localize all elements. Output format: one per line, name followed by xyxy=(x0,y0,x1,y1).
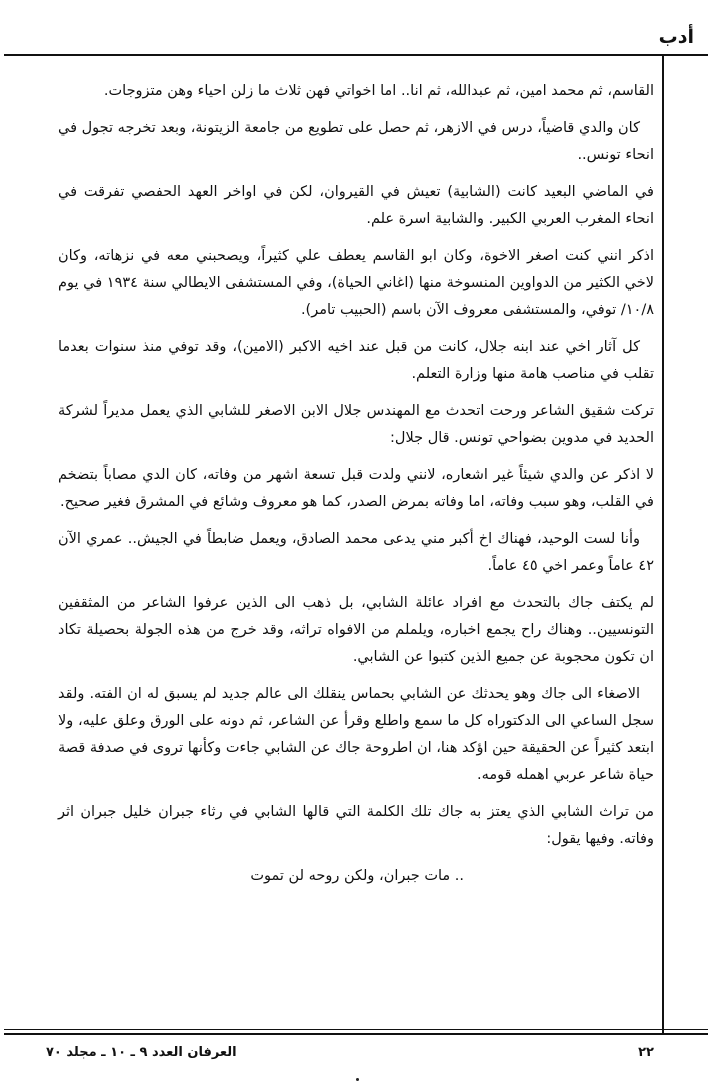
paragraph-6: تركت شقيق الشاعر ورحت اتحدث مع المهندس جلال الابن الاصغر للشابي الذي يعمل مديراً لشركة الحديد في مدوين بضواحي تونس. قال جلال: xyxy=(58,403,654,446)
side-rule xyxy=(662,54,664,1035)
journal-citation: العرفان العدد ٩ ـ ١٠ ـ مجلد ٧٠ xyxy=(46,1045,237,1060)
verse-quote: .. مات جبران، ولكن روحه لن تموت xyxy=(250,868,464,884)
paragraph-3: في الماضي البعيد كانت (الشابية) تعيش في القيروان، لكن في اواخر العهد الحفصي تفرقت في انحاء المغرب العربي الكبير. والشابية اسرة علم. xyxy=(58,184,654,227)
article-body xyxy=(58,78,654,890)
section-label: أدب xyxy=(658,26,694,48)
paragraph-5: كل آثار اخي عند ابنه جلال، كانت من قبل عند اخيه الاكبر (الامين)، وقد توفي منذ سنوات بعدما تقلب في مناصب هامة منها وزارة التعلم. xyxy=(58,339,654,382)
paragraph-11: من تراث الشابي الذي يعتز به جاك تلك الكلمة التي قالها الشابي في رثاء جبران خليل جبران اثر وفاته. وفيها يقول: xyxy=(58,804,654,847)
paragraph-2: كان والدي قاضياً، درس في الازهر، ثم حصل على تطويع من جامعة الزيتونة، وبعد تخرجه تجول في انحاء تونس.. xyxy=(58,120,654,163)
scan-speck xyxy=(356,1078,359,1081)
paragraph-9: لم يكتف جاك بالتحدث مع افراد عائلة الشابي، بل ذهب الى الذين عرفوا الشاعر من المثقفين التونسيين.. وهناك راح يجمع اخباره، ويلملم من الافواه تراثه، وقد خرج من هذه الجولة بحصيلة تكاد ان تكون محجوبة عن جميع الذين كتبوا عن الشابي. xyxy=(58,595,654,665)
page-footer xyxy=(0,1045,712,1067)
paragraph-8: وأنا لست الوحيد، فهناك اخ أكبر مني يدعى محمد الصادق، ويعمل ضابطاً في الجيش.. عمري الآن ٤٢ عاماً وعمر اخي ٤٥ عاماً. xyxy=(58,531,654,574)
bottom-rule xyxy=(4,1033,708,1035)
paragraph-10: الاصغاء الى جاك وهو يحدثك عن الشابي بحماس ينقلك الى عالم جديد لم يسبق له ان الفته. ولقد سجل الساعي الى الدكتوراه كل ما سمع واطلع وقرأ عن الشاعر، ثم دونه على الورق وعلق عليه، ولا ابتعد كثيراً عن الحقيقة حين اؤكد هنا، ان اطروحة جاك عن الشابي جاءت وكأنها تروى في صدفة قصة حياة شاعر عربي اهمله قومه. xyxy=(58,686,654,783)
top-rule xyxy=(4,54,708,56)
paragraph-4: اذكر انني كنت اصغر الاخوة، وكان ابو القاسم يعطف علي كثيراً، ويصحبني معه في نزهاته، وكان لاخي الكثير من الدواوين المنسوخة منها (اغاني الحياة)، وفي المستشفى الايطالي سنة ١٩٣٤ في يوم ١٠/٨/ توفي، والمستشفى معروف الآن باسم (الحبيب تامر). xyxy=(58,248,654,318)
paragraph-7: لا اذكر عن والدي شيئاً غير اشعاره، لانني ولدت قبل تسعة اشهر من وفاته، كان الدي مصاباً بتضخم في القلب، وهو سبب وفاته، اما وفاته بمرض الصدر، كما هو معروف وشائع في المشرق فغير صحيح. xyxy=(58,467,654,510)
page-number: ٢٢ xyxy=(638,1045,654,1060)
bottom-rule-thin xyxy=(4,1029,708,1030)
paragraph-1: القاسم، ثم محمد امين، ثم عبدالله، ثم انا.. اما اخواتي فهن ثلاث ما زلن احياء وهن متزوجات. xyxy=(103,83,654,99)
